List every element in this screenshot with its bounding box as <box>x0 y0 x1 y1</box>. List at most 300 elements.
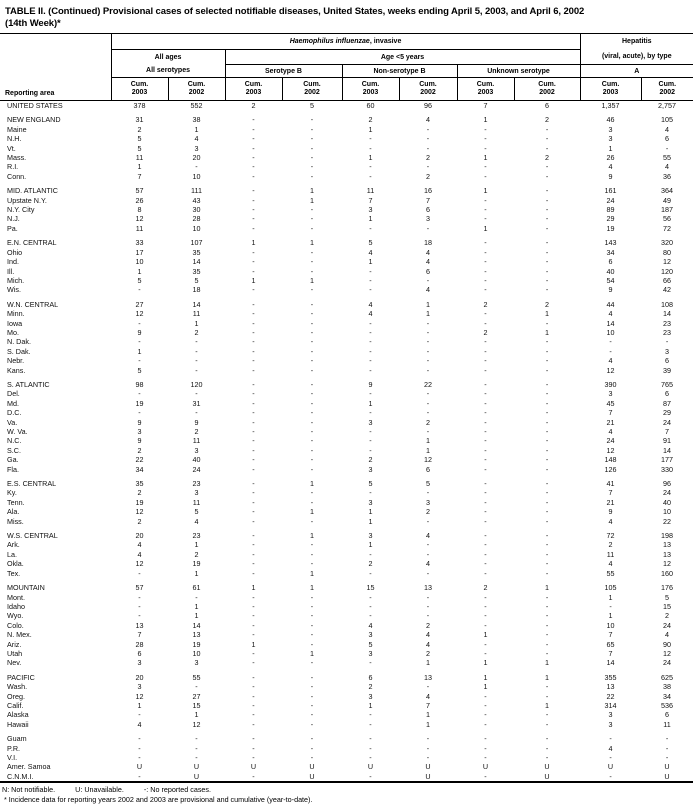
table-row-w-va <box>0 427 693 436</box>
cell-col7: - <box>484 691 487 701</box>
row-label: Pa. <box>7 223 18 233</box>
cell-col4: - <box>310 257 314 267</box>
cell-col9: 21 <box>606 497 615 507</box>
cell-col3: - <box>252 753 255 762</box>
cell-col7: - <box>484 195 487 205</box>
cell-col8: - <box>545 356 549 366</box>
footnote-incidence-note: * Incidence data for reporting years 2002 and 2003 are provisional and cumulative (year-to-date). <box>4 794 313 804</box>
cell-col5: 2 <box>368 455 373 465</box>
cell-col1: - <box>138 771 141 781</box>
table-row-minn <box>0 309 693 318</box>
cell-col10: 364 <box>661 186 674 196</box>
cell-col1: 3 <box>137 658 142 668</box>
cell-col10: 6 <box>665 710 670 720</box>
cell-col9: 9 <box>608 285 613 295</box>
cell-col1: 12 <box>135 691 144 701</box>
hepatitis-group-header: Hepatitis <box>580 34 693 50</box>
cell-col2: 3 <box>194 445 199 455</box>
column-header-cum-2002-5: Cum. 2002 <box>399 78 457 101</box>
cell-col6: - <box>426 337 430 347</box>
cell-col2: - <box>195 365 198 375</box>
table-row-calif <box>0 701 693 710</box>
cell-col5: 11 <box>366 186 375 196</box>
cell-col6: 4 <box>426 639 430 649</box>
cell-col9: 161 <box>604 186 617 196</box>
cell-col4: 1 <box>310 479 314 489</box>
cell-col8: - <box>545 682 549 692</box>
cell-col10: 72 <box>663 223 672 233</box>
cell-col7: - <box>484 601 487 611</box>
cell-col9: 22 <box>606 691 615 701</box>
table-row-n-c <box>0 436 693 445</box>
cell-col5: - <box>369 601 372 611</box>
cell-col7: 1 <box>483 658 488 668</box>
cell-col6: 4 <box>426 630 430 640</box>
table-row-nev <box>0 658 693 667</box>
cell-col5: 7 <box>368 195 373 205</box>
cell-col7: - <box>484 488 487 498</box>
cell-col10: 2,757 <box>658 101 677 110</box>
cell-col7: - <box>484 408 487 418</box>
cell-col10: 12 <box>663 559 672 569</box>
row-label: Kans. <box>7 365 26 375</box>
table-row-ga <box>0 455 693 464</box>
cell-col9: 7 <box>608 488 613 498</box>
cell-col9: 2 <box>608 540 613 550</box>
type-a-header: A <box>580 65 693 78</box>
cell-col8: - <box>545 162 549 172</box>
cell-col7: 1 <box>483 115 488 125</box>
region-label: PACIFIC <box>7 672 35 682</box>
cell-col3: - <box>252 356 255 366</box>
cell-col8: - <box>545 753 549 762</box>
cell-col3: - <box>252 516 255 526</box>
cell-col6: - <box>426 601 430 611</box>
table-title <box>0 0 693 33</box>
cell-col7: - <box>484 455 487 465</box>
table-row-ohio <box>0 248 693 257</box>
table-row-hawaii <box>0 720 693 729</box>
row-label: Ohio <box>7 247 23 257</box>
cell-col3: U <box>250 762 257 772</box>
row-label: Okla. <box>7 559 24 569</box>
footnote-unavailable: U: Unavailable. <box>75 785 124 795</box>
cell-col5: - <box>369 753 372 762</box>
cell-col1: - <box>138 337 141 347</box>
cell-col8: - <box>545 691 549 701</box>
cell-col10: 39 <box>663 365 672 375</box>
table-row-pa <box>0 224 693 233</box>
cell-col9: - <box>609 753 612 762</box>
cell-col6: 2 <box>426 507 430 517</box>
cell-col9: 72 <box>606 531 615 541</box>
cell-col7: 1 <box>483 682 488 692</box>
cell-col4: - <box>310 143 314 153</box>
row-label: Hawaii <box>7 719 29 729</box>
cell-col9: 4 <box>608 516 613 526</box>
cell-col5: 4 <box>368 620 373 630</box>
cell-col7: - <box>484 171 487 181</box>
cell-col3: - <box>252 266 255 276</box>
cell-col3: - <box>252 186 255 196</box>
footnote-legend <box>2 785 693 795</box>
cell-col6: 2 <box>426 417 430 427</box>
cell-col8: - <box>545 365 549 375</box>
cell-col5: 1 <box>368 124 373 134</box>
cell-col5: - <box>369 427 372 436</box>
cell-col6: 2 <box>426 171 430 181</box>
cell-col7: - <box>484 124 487 134</box>
table-row-va <box>0 418 693 427</box>
cell-col1: 19 <box>135 497 144 507</box>
column-header-cum-2003-4: Cum. 2003 <box>342 78 399 101</box>
cell-col8: - <box>545 223 549 233</box>
cell-col6: 1 <box>426 658 430 668</box>
cell-col9: 54 <box>606 275 615 285</box>
cell-col1: - <box>138 734 141 744</box>
row-label: N.Y. City <box>7 205 35 215</box>
cell-col1: 27 <box>135 299 144 309</box>
cell-col9: 9 <box>608 171 613 181</box>
cell-col2: 19 <box>192 559 201 569</box>
cell-col1: 7 <box>137 171 142 181</box>
cell-col4: - <box>310 691 314 701</box>
cell-col1: - <box>138 743 141 753</box>
cell-col7: - <box>484 365 487 375</box>
cell-col3: - <box>252 124 255 134</box>
cell-col6: 6 <box>426 205 430 215</box>
cell-col3: - <box>252 171 255 181</box>
cell-col8: - <box>545 318 549 328</box>
cell-col6: - <box>426 398 430 408</box>
cell-col1: 9 <box>137 417 142 427</box>
cell-col6: 6 <box>426 266 430 276</box>
cell-col5: - <box>369 719 372 729</box>
cell-col6: 16 <box>424 186 432 196</box>
cell-col4: - <box>310 346 314 356</box>
cell-col10: 23 <box>663 318 672 328</box>
cell-col3: - <box>252 162 255 172</box>
cell-col1: 4 <box>137 719 142 729</box>
cell-col9: 41 <box>606 479 615 489</box>
cell-col2: 11 <box>192 497 201 507</box>
cell-col1: 12 <box>135 214 144 224</box>
row-label: N. Mex. <box>7 630 32 640</box>
cell-col2: 120 <box>190 379 203 389</box>
table-row-wash <box>0 682 693 691</box>
cell-col10: 36 <box>663 171 672 181</box>
row-label: S.C. <box>7 445 21 455</box>
table-row-mountain <box>0 583 693 592</box>
cell-col3: - <box>252 719 255 729</box>
table-row-la <box>0 550 693 559</box>
cell-col3: - <box>252 417 255 427</box>
cell-col7: - <box>484 719 487 729</box>
cell-col5: - <box>369 568 372 578</box>
cell-col2: 24 <box>192 464 201 474</box>
cell-col10: 40 <box>663 497 672 507</box>
cell-col4: 1 <box>310 531 314 541</box>
row-label: Utah <box>7 648 23 658</box>
cell-col7: - <box>484 285 487 295</box>
cell-col2: - <box>195 337 198 347</box>
cell-col7: - <box>484 356 487 366</box>
cell-col6: - <box>426 346 430 356</box>
cell-col2: 2 <box>194 427 199 436</box>
cell-col3: - <box>252 648 255 658</box>
column-header-cum-2002-1: Cum. 2002 <box>168 78 225 101</box>
cell-col5: - <box>369 365 372 375</box>
row-label: La. <box>7 549 17 559</box>
cell-col6: 13 <box>424 672 432 682</box>
cell-col5: - <box>369 318 372 328</box>
cell-col10: 177 <box>661 455 674 465</box>
cell-col8: - <box>545 497 549 507</box>
cell-col5: - <box>369 171 372 181</box>
cell-col10: 24 <box>663 620 672 630</box>
cell-col9: 21 <box>606 417 615 427</box>
table-row-d-c <box>0 408 693 417</box>
cell-col10: 7 <box>665 427 670 436</box>
cell-col9: 24 <box>606 436 615 446</box>
cell-col5: 3 <box>368 205 373 215</box>
cell-col1: 5 <box>137 134 142 144</box>
table-row-ark <box>0 540 693 549</box>
cell-col3: - <box>252 115 255 125</box>
cell-col4: - <box>310 672 314 682</box>
cell-col2: 38 <box>192 115 201 125</box>
cell-col3: - <box>252 389 255 399</box>
cell-col9: 3 <box>608 710 613 720</box>
cell-col4: - <box>310 327 314 337</box>
cell-col7: - <box>484 134 487 144</box>
cell-col1: 6 <box>137 648 142 658</box>
table-row-conn <box>0 172 693 181</box>
cell-col7: - <box>484 214 487 224</box>
cell-col7: - <box>484 309 487 319</box>
cell-col10: 23 <box>663 327 672 337</box>
table-row-mo <box>0 328 693 337</box>
cell-col5: - <box>369 162 372 172</box>
row-label: W. Va. <box>7 427 28 436</box>
table-row-ky <box>0 488 693 497</box>
cell-col1: 1 <box>137 266 142 276</box>
cell-col5: - <box>369 327 372 337</box>
cell-col5: - <box>369 134 372 144</box>
cell-col9: 4 <box>608 559 613 569</box>
cell-col8: - <box>545 743 549 753</box>
table-row-vt <box>0 144 693 153</box>
cell-col3: - <box>252 257 255 267</box>
cell-col7: - <box>484 507 487 517</box>
cell-col10: 56 <box>663 214 672 224</box>
table-row-c-n-m-i <box>0 772 693 781</box>
cell-col4: U <box>309 771 315 781</box>
table-title-line2: (14th Week)* <box>5 17 61 29</box>
cell-col3: - <box>252 408 255 418</box>
cell-col2: 55 <box>192 672 201 682</box>
cell-col6: 4 <box>426 691 430 701</box>
cell-col8: - <box>545 408 549 418</box>
cell-col1: 2 <box>137 124 142 134</box>
table-row-new-england <box>0 115 693 124</box>
cell-col7: - <box>484 318 487 328</box>
cell-col6: - <box>426 162 430 172</box>
cell-col3: - <box>252 620 255 630</box>
cell-col9: - <box>609 601 612 611</box>
cell-col6: 4 <box>426 531 430 541</box>
cell-col5: - <box>369 488 372 498</box>
cell-col10: 120 <box>661 266 674 276</box>
cell-col3: - <box>252 143 255 153</box>
cell-col5: - <box>369 408 372 418</box>
cell-col3: 1 <box>251 238 256 248</box>
cell-col5: 1 <box>368 153 373 163</box>
table-row-okla <box>0 559 693 568</box>
cell-col8: - <box>545 257 549 267</box>
footnote-no-reported-cases: -: No reported cases. <box>143 785 212 795</box>
row-label: Calif. <box>7 700 24 710</box>
cell-col1: 20 <box>135 531 144 541</box>
cell-col4: 5 <box>310 101 314 110</box>
cell-col5: 9 <box>368 379 373 389</box>
cell-col9: 19 <box>606 223 615 233</box>
cell-col4: - <box>310 171 314 181</box>
cell-col2: 14 <box>192 620 201 630</box>
cell-col8: U <box>544 771 550 781</box>
cell-col4: - <box>310 115 314 125</box>
cell-col9: 1 <box>608 592 613 602</box>
cell-col4: - <box>310 205 314 215</box>
cell-col10: 34 <box>663 691 672 701</box>
table-row-n-mex <box>0 630 693 639</box>
cell-col9: 126 <box>604 464 617 474</box>
cell-col1: 19 <box>135 398 144 408</box>
cell-col9: 355 <box>604 672 617 682</box>
cell-col8: - <box>545 559 549 569</box>
cell-col7: 2 <box>483 299 488 309</box>
cell-col5: - <box>369 223 372 233</box>
cell-col8: - <box>545 601 549 611</box>
region-label: E.N. CENTRAL <box>7 238 57 248</box>
cell-col7: - <box>484 734 487 744</box>
cell-col1: 13 <box>135 620 144 630</box>
cell-col1: 378 <box>133 101 146 110</box>
cell-col9: 7 <box>608 408 613 418</box>
cell-col4: - <box>310 658 314 668</box>
reporting-area-header: Reporting area <box>0 34 111 101</box>
cell-col10: - <box>665 743 669 753</box>
cell-col8: 1 <box>545 327 550 337</box>
cell-col3: - <box>252 379 255 389</box>
row-label: R.I. <box>7 162 19 172</box>
cell-col1: 10 <box>135 257 144 267</box>
table-row-s-dak <box>0 347 693 356</box>
cell-col4: - <box>310 318 314 328</box>
table-row-mid-atlantic <box>0 186 693 195</box>
cell-col3: 1 <box>251 583 256 593</box>
cell-col6: - <box>426 124 430 134</box>
cell-col7: - <box>484 516 487 526</box>
cell-col3: - <box>252 346 255 356</box>
column-header-cum-2002-7: Cum. 2002 <box>514 78 580 101</box>
cell-col1: 26 <box>135 195 144 205</box>
region-label: MOUNTAIN <box>7 583 45 593</box>
cell-col3: - <box>252 455 255 465</box>
cell-col9: 4 <box>608 356 613 366</box>
cell-col8: - <box>545 427 549 436</box>
cell-col5: U <box>367 762 374 772</box>
cell-col8: - <box>545 719 549 729</box>
cell-col6: - <box>426 549 430 559</box>
cell-col1: 33 <box>135 238 144 248</box>
table-row-n-h <box>0 134 693 143</box>
cell-col6: 3 <box>426 214 430 224</box>
region-label: S. ATLANTIC <box>7 379 50 389</box>
table-row-w-n-central <box>0 300 693 309</box>
cell-col8: - <box>545 516 549 526</box>
cell-col8: - <box>545 134 549 144</box>
table-title-line1: TABLE II. (Continued) Provisional cases of selected notifiable diseases, United States, weeks ending April 5, 2003, and April 6, 2002 <box>5 6 585 17</box>
cell-col3: - <box>252 549 255 559</box>
row-label: Vt. <box>7 143 16 153</box>
cell-col6: - <box>426 365 430 375</box>
cell-col2: 1 <box>194 540 199 550</box>
cell-col10: 10 <box>663 507 672 517</box>
cell-col4: - <box>310 549 314 559</box>
row-label: N.J. <box>7 214 20 224</box>
cell-col6: U <box>425 762 431 772</box>
cell-col8: - <box>545 479 549 489</box>
cell-col9: 143 <box>604 238 617 248</box>
cell-col9: 89 <box>606 205 615 215</box>
table-row-r-i <box>0 162 693 171</box>
row-label: Miss. <box>7 516 24 526</box>
cell-col7: - <box>484 445 487 455</box>
cell-col3: - <box>252 540 255 550</box>
cell-col8: 2 <box>545 153 550 163</box>
cell-col8: 1 <box>545 309 550 319</box>
cell-col10: 3 <box>665 346 670 356</box>
cell-col1: 5 <box>137 365 142 375</box>
cell-col4: 1 <box>310 583 314 593</box>
cell-col5: 3 <box>368 630 373 640</box>
row-label: Iowa <box>7 318 23 328</box>
cell-col7: - <box>484 238 487 248</box>
table-row-mont <box>0 593 693 602</box>
cell-col8: - <box>545 531 549 541</box>
cell-col6: - <box>426 223 430 233</box>
cell-col6: U <box>425 771 431 781</box>
cell-col2: 4 <box>194 516 199 526</box>
cell-col10: 87 <box>663 398 672 408</box>
cell-col9: 148 <box>604 455 617 465</box>
cell-col3: - <box>252 743 255 753</box>
cell-col7: 1 <box>483 630 488 640</box>
cell-col2: 10 <box>192 648 201 658</box>
cell-col6: - <box>426 318 430 328</box>
column-header-cum-2003-8: Cum. 2003 <box>580 78 641 101</box>
cell-col4: - <box>310 710 314 720</box>
cell-col8: - <box>545 507 549 517</box>
cell-col3: - <box>252 299 255 309</box>
cell-col8: - <box>545 540 549 550</box>
cell-col10: - <box>665 753 669 762</box>
cell-col9: 3 <box>608 124 613 134</box>
cell-col4: - <box>310 620 314 630</box>
cell-col3: - <box>252 223 255 233</box>
cell-col10: 536 <box>661 700 674 710</box>
